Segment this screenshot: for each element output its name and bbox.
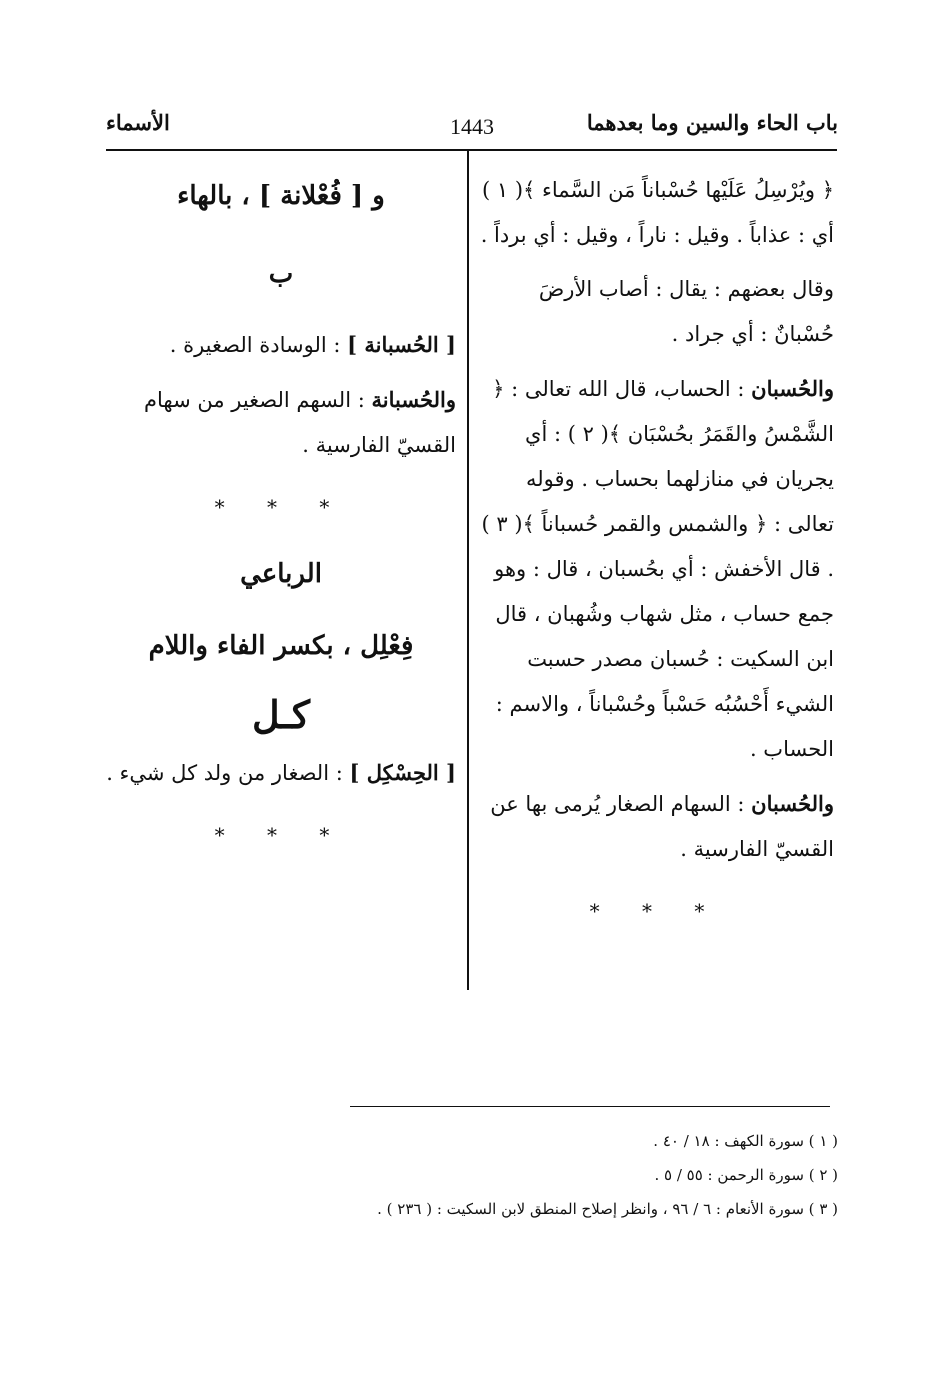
chapter-heading: الرباعي: [240, 559, 322, 589]
footnote: ( ٢ ) سورة الرحمن : ٥٥ / ٥ .: [654, 1166, 838, 1184]
entry-hiskil: [106, 750, 456, 796]
footnote: ( ١ ) سورة الكهف : ١٨ / ٤٠ .: [653, 1132, 838, 1150]
headword: [ الحِسْكِل ]: [349, 760, 456, 785]
headword: والحُسبان: [751, 791, 834, 816]
header-rule: [106, 149, 837, 151]
headword: والحُسبانة: [371, 387, 456, 412]
pattern-heading: فِعْلِل ، بكسر الفاء واللام: [148, 631, 414, 661]
section-heading: و [ فُعْلانة ] ، بالهاء: [177, 181, 385, 211]
definition: : الوسادة الصغيرة .: [169, 333, 341, 357]
footnotes: [238, 1124, 838, 1226]
definition: : الحساب، قال الله تعالى : ﴿ الشَّمْسُ والقَمَرُ بحُسْبَان ﴾( ٢ ) : أي يجريان في منازلهما بحساب . وقوله تعالى : ﴿ والشمس والقمر حُسباناً ﴾( ٣ ) . قال الأخفش : أي بحُسبان ، قال : وهو جمع حساب ، مثل شهاب وشُهبان ، قال ابن السكيت : حُسبان مصدر حسبت الشيء أَحْسُبُه حَسْباً وحُسْباناً ، والاسم : الحساب .: [481, 377, 834, 761]
section-separator: * * *: [589, 899, 723, 923]
page-number: 1443: [450, 114, 494, 139]
entry-verse-gloss: ﴿ ويُرْسِلُ عَلَيْها حُسْباناً مَن السَّماء ﴾( ١ ) أي : عذاباً . وقيل : ناراً ، وقيل : أي برداً .: [480, 178, 834, 247]
column-divider: [467, 150, 469, 990]
entry-husbana-pillow: [106, 322, 456, 368]
headword: [ الحُسبانة ]: [347, 332, 456, 357]
definition: : السهم الصغير من سهام القسيّ الفارسية .: [143, 388, 456, 457]
right-column: [478, 168, 834, 950]
left-column: [106, 168, 456, 874]
section-separator: * * *: [214, 495, 348, 519]
entry-locust-gloss: وقال بعضهم : يقال : أصاب الأرضَ حُسْبانٌ : أي جراد .: [538, 277, 834, 346]
section-separator: * * *: [214, 823, 348, 847]
footnote-rule: [350, 1106, 830, 1107]
running-head-chapter: باب الحاء والسين وما بعدهما: [586, 110, 838, 135]
headword: والحُسبان: [751, 376, 834, 401]
definition: : السهام الصغار يُرمى بها عن القسيّ الفارسية .: [490, 792, 834, 861]
footnote: ( ٣ ) سورة الأنعام : ٦ / ٩٦ ، وانظر إصلاح المنطق لابن السكيت : ( ٢٣٦ ) .: [377, 1200, 838, 1218]
definition: : الصغار من ولد كل شيء .: [106, 761, 343, 785]
entry-husban-arrows: [478, 781, 834, 872]
running-head-section: الأسماء: [106, 110, 170, 135]
entry-husban-reckoning: [478, 366, 834, 772]
root-heading: كـل: [251, 692, 310, 737]
entry-husbana-arrow: [106, 377, 456, 468]
root-letter-heading: ب: [268, 259, 294, 289]
